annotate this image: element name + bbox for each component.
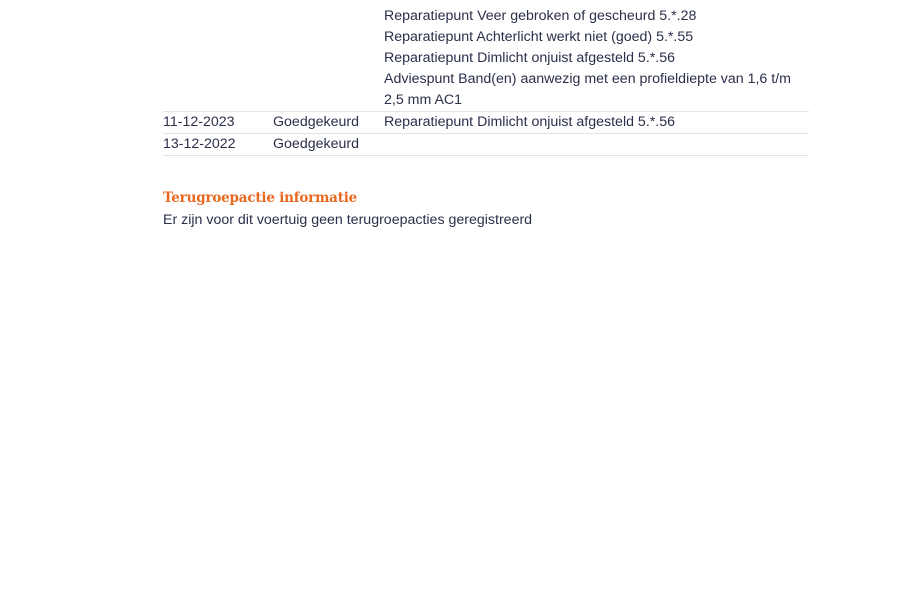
inspection-notes [384,0,809,112]
inspection-date: 11-12-2023 [163,114,235,130]
inspection-status [273,0,384,112]
inspection-notes [384,134,809,156]
inspection-history-table [163,0,809,156]
table-row [163,0,809,112]
table-row [163,112,809,134]
inspection-date [163,0,273,112]
inspection-date: 13-12-2022 [163,136,236,152]
recall-section-title: Terugroepactie informatie [163,190,358,206]
note-line: Adviespunt Band(en) aanwezig met een profieldiepte van 1,6 t/m [384,71,791,87]
inspection-notes [384,112,809,134]
inspection-status: Goedgekeurd [273,114,359,130]
table-row [163,134,809,156]
note-line: Reparatiepunt Achterlicht werkt niet (goed) 5.*.55 [384,29,694,45]
note-line: Reparatiepunt Veer gebroken of gescheurd 5.*.28 [384,8,697,24]
note-line: Reparatiepunt Dimlicht onjuist afgesteld 5.*.56 [384,50,676,66]
note-line: 2,5 mm AC1 [384,92,463,108]
inspection-status: Goedgekeurd [273,136,359,152]
note-line: Reparatiepunt Dimlicht onjuist afgesteld 5.*.56 [384,114,676,130]
recall-section-text: Er zijn voor dit voertuig geen terugroepacties geregistreerd [163,212,533,228]
